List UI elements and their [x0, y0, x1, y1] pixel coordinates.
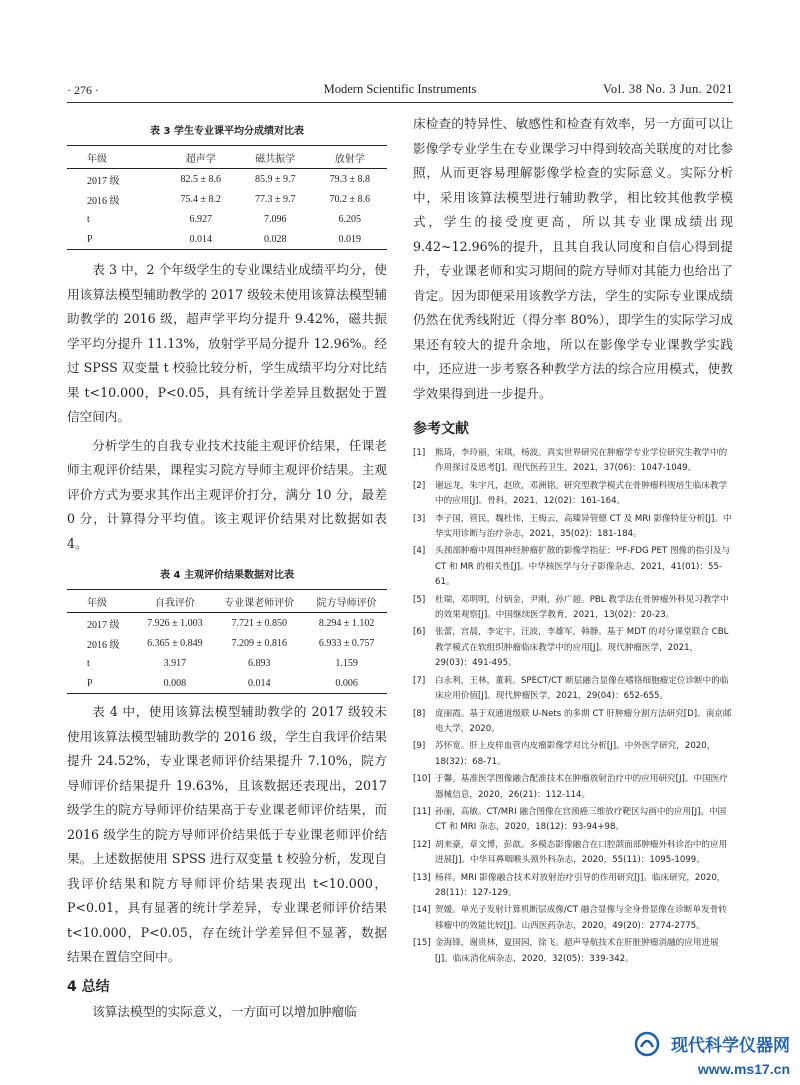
table-cell: 6.365 ± 0.849 — [147, 637, 203, 649]
reference-text: 杨祥。MRI 影像融合技术对放射治疗引导的作用研究[J]。临床研究，2020，28(11)：127-129。 — [435, 872, 726, 898]
reference-item — [413, 625, 733, 671]
paragraph-table3-analysis: 表 3 中，2 个年级学生的专业课结业成绩平均分，使用该算法模型辅助教学的 2017 级较未使用该算法模型辅助教学的 2016 级，超声学平均分提升 9.42%，磁共振学平均分提升 11.13%，放射学平局分提升 12.96%。经过 SPSS 双变量 t 校验比较分析，学生成绩平均分对比结果 t<10.000，P<0.05，具有统计学差异且数据处于置信空间内。 — [67, 262, 387, 424]
table-cell: 2017 级 — [87, 175, 120, 187]
table-row — [67, 229, 387, 250]
reference-text: 白永利，王林，董莉。SPECT/CT 断层融合显像在嗜铬细胞瘤定位诊断中的临床应用价值[J]。现代肿瘤医学，2021，29(04)：652-655。 — [435, 675, 729, 702]
table3-header-row — [67, 146, 387, 169]
table-row — [67, 673, 387, 694]
reference-item — [413, 838, 733, 869]
reference-number: [11] — [413, 806, 431, 817]
table-cell: 0.014 — [212, 673, 306, 694]
reference-text: 苏怀宽。肝上皮样血管内皮瘤影像学对比分析[J]。中外医学研究，2020，18(32)：68-71。 — [435, 741, 716, 767]
table-cell: 82.5 ± 8.6 — [180, 173, 222, 185]
table-cell: 6.933 ± 0.757 — [318, 637, 375, 649]
table-row — [67, 189, 387, 209]
running-header — [67, 80, 733, 103]
paragraph-summary-continued: 床检查的特异性、敏感性和检查有效率，另一方面可以让影像学专业学生在专业课学习中得到较高关联度的对比参照，从而更容易理解影像学检查的实际意义。实际分析中，采用该算法模型进行辅助教学，相比较其他教学模式，学生的接受度更高，所以其专业课成绩出现 9.42~12.96%的提升，且其自我认同度和自信心得到提升，专业课老师和实习期间的院方导师对其能力也给出了肯定。因为即便采用该教学方法，学生的实际专业课成绩仍然在优秀线附近（得分率 80%），即学生的实际学习成果还有较大的提升余地，所以在影像学专业课教学实践中，还应进一步考察各种教学方法的综合应用模式，使教学效果得到进一步提升。 — [413, 116, 733, 401]
table3-col-radiology: 放射学 — [312, 146, 387, 169]
table-cell: 7.096 — [264, 213, 287, 225]
right-column — [413, 118, 733, 969]
reference-list — [413, 446, 733, 967]
reference-number: [6] — [413, 627, 426, 638]
table-row — [67, 613, 387, 634]
reference-number: [4] — [413, 546, 426, 557]
reference-number: [15] — [413, 938, 431, 949]
reference-text: 庞丽霞。基于双通道级联 U-Nets 的多期 CT 肝肿瘤分割方法研究[D]。南京邮电大学，2020。 — [435, 708, 732, 734]
reference-item — [413, 805, 733, 836]
reference-text: 胡来豪，章文博，彭歆。多模态影像融合在口腔颌面部肿瘤外科诊治中的应用进展[J]。中华耳鼻咽喉头颈外科杂志，2020，55(11)：1095-1099。 — [435, 839, 728, 866]
reference-text: 头颈部肿瘤中周围神经肿瘤扩散的影像学指征：¹⁸F-FDG PET 图像的指引及与 CT 和 MR 的相关性[J]。中华核医学与分子影像杂志，2021，41(01)：55-61。 — [435, 546, 731, 588]
reference-item — [413, 871, 733, 902]
reference-item — [413, 903, 733, 934]
table-cell: 0.014 — [164, 229, 238, 250]
table-cell: 3.917 — [163, 657, 187, 669]
table4 — [67, 589, 387, 694]
watermark-url: www.ms17.cn — [697, 1061, 790, 1077]
reference-text: 谢远龙，朱宇凡，赵欣，邓洲铭。研究型教学模式在骨肿瘤科规培生临床教学中的应用[J]。骨科，2021，12(02)：161-164。 — [435, 480, 728, 507]
reference-number: [10] — [413, 774, 431, 785]
table3-col-grade: 年级 — [67, 146, 164, 169]
issue-info: Vol. 38 No. 3 Jun. 2021 — [602, 82, 733, 96]
table-cell: 6.205 — [338, 213, 361, 225]
table-cell: P — [67, 229, 164, 250]
reference-item — [413, 739, 733, 770]
table-cell: 7.209 ± 0.816 — [231, 637, 287, 649]
watermark-name: 现代科学仪器网 — [671, 1035, 790, 1056]
journal-title: Modern Scientific Instruments — [323, 82, 477, 96]
reference-number: [14] — [413, 905, 431, 916]
table-cell: 0.019 — [312, 229, 387, 250]
table4-col-mentor: 院方导师评价 — [306, 590, 387, 613]
table4-col-grade: 年级 — [67, 590, 138, 613]
reference-item — [413, 707, 733, 738]
table-cell: 1.159 — [335, 657, 358, 669]
reference-text: 孙丽，高敏。CT/MRI 融合图像在宫颈癌三维放疗靶区勾画中的应用[J]。中国 CT 和 MRI 杂志，2020，18(12)：93-94+98。 — [435, 806, 727, 833]
table-cell: 0.008 — [138, 673, 213, 694]
reference-text: 于馨。基准医学图像融合配准技术在肿瘤放射治疗中的应用研究[J]。中国医疗器械信息，2020，26(21)：112-114。 — [435, 774, 728, 800]
table-row — [67, 653, 387, 673]
table3-col-ultrasound: 超声学 — [164, 146, 238, 169]
table-cell: 2017 级 — [87, 619, 120, 631]
reference-number: [8] — [413, 708, 426, 719]
reference-number: [1] — [413, 448, 426, 458]
left-column — [67, 118, 387, 1024]
reference-text: 杜瑞，邓明明，付炳金，尹刚，孙广超。PBL 教学法在骨肿瘤外科见习教学中的效果观察[J]。中国继续医学教育，2021，13(02)：20-23。 — [435, 594, 729, 621]
reference-text: 张蕾，宫晨，李定宇，汪波，李雄军，韩静。基于 MDT 的对分课堂联合 CBL 教学模式在软组织肿瘤临床教学中的应用[J]。现代肿瘤医学，2021，29(03)：491-495。 — [435, 627, 729, 669]
table-cell: 70.2 ± 8.6 — [329, 193, 370, 205]
reference-item — [413, 446, 733, 477]
table-cell: 2016 级 — [87, 195, 120, 207]
table-cell: 0.006 — [306, 673, 387, 694]
table-cell: 2016 级 — [87, 639, 120, 651]
reference-item — [413, 674, 733, 705]
table4-col-teacher: 专业课老师评价 — [212, 590, 306, 613]
reference-number: [12] — [413, 839, 431, 850]
reference-item — [413, 544, 733, 590]
reference-number: [5] — [413, 594, 426, 605]
reference-text: 贺媛。单光子发射计算机断层成像/CT 融合显像与全身骨显像在诊断单发骨转移瘤中的效能比较[J]。山西医药杂志，2020，49(20)：2774-2775。 — [435, 905, 727, 931]
table-cell: 77.3 ± 9.7 — [255, 193, 296, 205]
paragraph-subjective-evaluation: 分析学生的自我专业技术技能主观评价结果，任课老师主观评价结果，课程实习院方导师主观评价结果。主观评价方式为要求其作出主观评价打分，满分 10 分，最差 0 分，计算得分平均值。该主观评价结果对比数据如表 4。 — [67, 437, 387, 551]
site-logo-icon — [634, 1031, 660, 1061]
reference-text: 李子国，管民，魏杜伟，王梅云，高臻异管德 CT 及 MRI 影像特征分析[J]。中华实用诊断与治疗杂志，2021，35(02)：181-184。 — [435, 513, 732, 540]
table3 — [67, 145, 387, 250]
table-cell: 7.721 ± 0.850 — [231, 617, 287, 629]
reference-item — [413, 479, 733, 510]
reference-item — [413, 936, 733, 967]
reference-text: 金海锋，谢贵林，夏国园，徐飞。超声导航技术在肝脏肿瘤消融的应用进展[J]。临床消化病杂志，2020，32(05)：339-342。 — [435, 938, 719, 964]
reference-number: [13] — [413, 872, 431, 883]
table-cell: 7.926 ± 1.003 — [147, 617, 203, 629]
table-row — [67, 209, 387, 229]
references-heading: 参考文献 — [413, 421, 469, 437]
paragraph-summary: 该算法模型的实际意义，一方面可以增加肿瘤临 — [92, 1003, 357, 1019]
table-cell: 8.294 ± 1.102 — [318, 617, 375, 629]
table3-caption: 表 3 学生专业课平均分成绩对比表 — [150, 126, 304, 137]
reference-item — [413, 512, 733, 543]
table-row — [67, 169, 387, 190]
reference-number: [2] — [413, 480, 426, 491]
reference-number: [7] — [413, 675, 426, 686]
table-row — [67, 633, 387, 653]
table3-col-mri: 磁共振学 — [238, 146, 312, 169]
table4-col-self: 自我评价 — [138, 590, 213, 613]
reference-text: 熊琦，李玲丽，宋琪，杨波。真实世界研究在肿瘤学专业学位研究生教学中的作用探讨及思考[J]。现代医药卫生，2021，37(06)：1047-1049。 — [435, 448, 728, 474]
table-cell: P — [67, 673, 138, 694]
reference-item — [413, 772, 733, 803]
reference-number: [9] — [413, 741, 426, 752]
table-cell: 79.3 ± 8.8 — [329, 173, 370, 185]
watermark — [634, 1031, 790, 1078]
table-cell: 6.927 — [189, 213, 213, 225]
table-cell: 0.028 — [238, 229, 312, 250]
paragraph-table4-analysis: 表 4 中，使用该算法模型辅助教学的 2017 级较未使用该算法模型辅助教学的 2016 级，学生自我评价结果提升 24.52%，专业课老师评价结果提升 7.10%，院方导师评价结果提升 19.63%，且该数据还表现出，2017 级学生的院方导师评价结果高于专业课老师评价结果，而 2016 级学生的院方导师评价结果低于专业课老师评价结果。上述数据使用 SPSS 进行双变量 t 校验分析，发现自我评价结果和院方导师评价结果表现出 t<10.000，P<0.01，具有显著的统计学差异，专业课老师评价结果 t<10.000，P<0.05，存在统计学差异但不显著，数据结果在置信空间中。 — [67, 704, 387, 964]
table-cell: 75.4 ± 8.2 — [180, 193, 222, 205]
table-cell: 85.9 ± 9.7 — [255, 173, 296, 185]
page-number: · 276 · — [67, 83, 99, 97]
section-heading-summary: 4 总结 — [67, 978, 110, 995]
table4-header-row — [67, 590, 387, 613]
table-cell: 6.893 — [247, 657, 271, 669]
reference-number: [3] — [413, 513, 426, 524]
table-cell: t — [87, 657, 90, 669]
reference-item — [413, 593, 733, 624]
table4-caption: 表 4 主观评价结果数据对比表 — [160, 570, 294, 581]
table-cell: t — [87, 213, 90, 225]
